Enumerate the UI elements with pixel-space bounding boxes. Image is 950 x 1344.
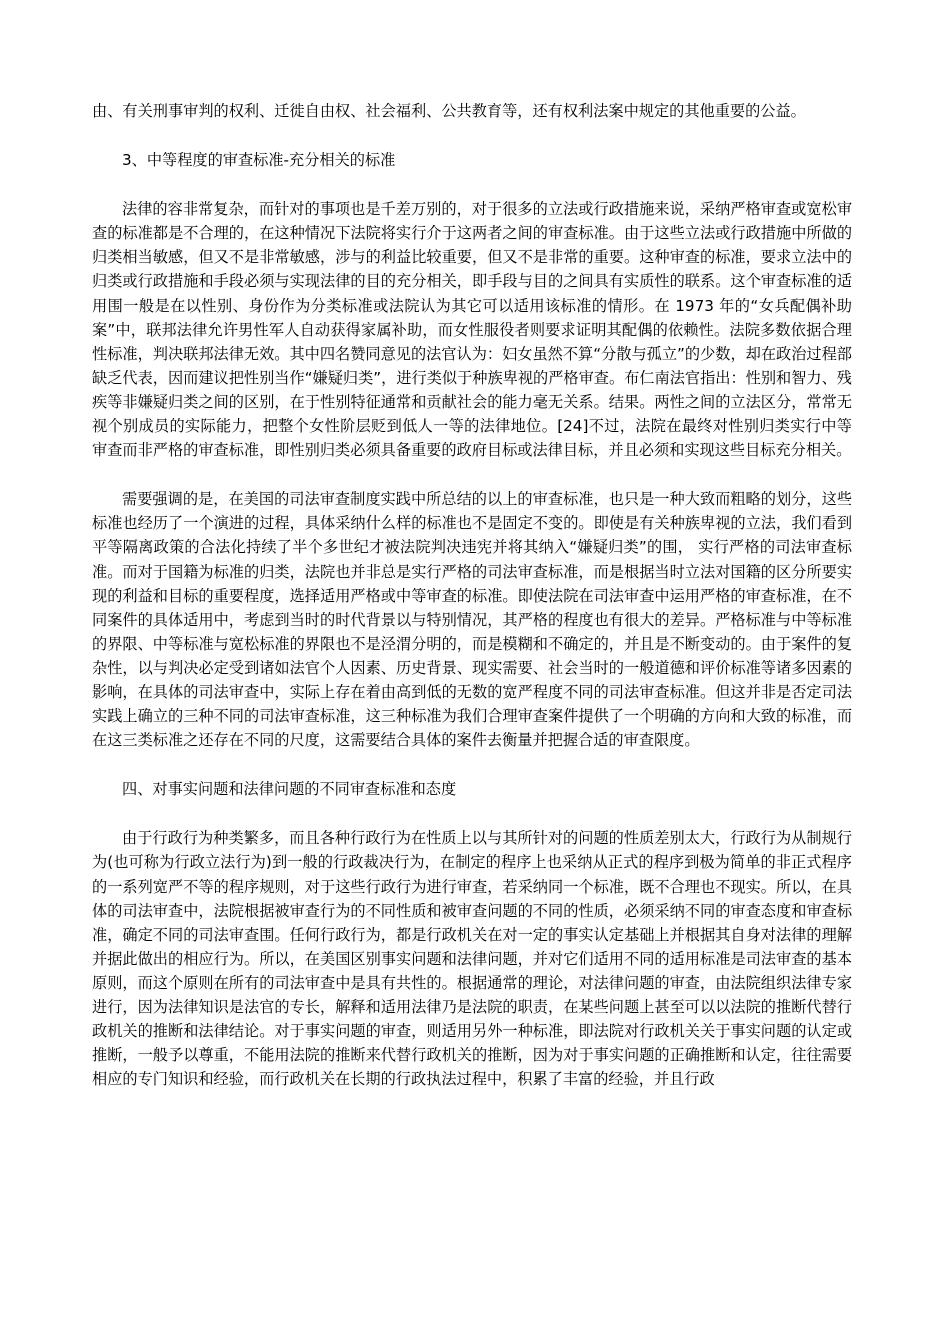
paragraph-continuation: 由、有关刑事审判的权利、迁徙自由权、社会福利、公共教育等，还有权利法案中规定的其他重要的公益。: [92, 102, 806, 120]
paragraph-fact-and-law: 由于行政行为种类繁多，而且各种行政行为在性质上以与其所针对的问题的性质差别太大，行政行为从制规行为(也可称为行政立法行为)到一般的行政裁决行为，在制定的程序上也采纳从正式的程序到极为简单的非正式程序的一系列宽严不等的程序规则，对于这些行政行为进行审查，若采纳同一个标准，既不合理也不现实。所以，在具体的司法审查中，法院根据被审查行为的不同性质和被审查问题的不同的性质，必须采纳不同的审查态度和审查标准，确定不同的司法审查围。任何行政行为，都是行政机关在对一定的事实认定基础上并根据其自身对法律的理解并据此做出的相应行为。所以，在美国区别事实问题和法律问题，并对它们适用不同的适用标准是司法审查的基本原则，而这个原则在所有的司法审查中是具有共性的。根据通常的理论，对法律问题的审查，由法院组织法律专家进行，因为法律知识是法官的专长，解释和适用法律乃是法院的职责，在某些问题上甚至可以以法院的推断代替行政机关的推断和法律结论。对于事实问题的审查，则适用另外一种标准，即法院对行政机关关于事实问题的认定或推断，一般予以尊重，不能用法院的推断来代替行政机关的推断，因为对于事实问题的正确推断和认定，往往需要相应的专门知识和经验，而行政机关在长期的行政执法过程中，积累了丰富的经验，并且行政: [92, 829, 852, 1089]
paragraph-standards-emphasis: 需要强调的是，在美国的司法审查制度实践中所总结的以上的审查标准，也只是一种大致而粗略的划分，这些标准也经历了一个演进的过程，具体采纳什么样的标准也不是固定不变的。即使是有关种族卑视的立法，我们看到平等隔离政策的合法化持续了半个多世纪才被法院判决违宪并将其纳入“嫌疑归类”的围， 实行严格的司法审查标准。而对于国籍为标准的归类，法院也并非总是实行严格的司法审查标准，而是根据当时立法对国籍的区分所要实现的利益和目标的重要程度，选择适用严格或中等审查的标准。即使法院在司法审查中运用严格的审查标准，在不同案件的具体适用中，考虑到当时的时代背景以与特别情况，其严格的程度也有很大的差异。严格标准与中等标准的界限、中等标准与宽松标准的界限也不是泾渭分明的，而是模糊和不确定的，并且是不断变动的。由于案件的复杂性，以与判决必定受到诸如法官个人因素、历史背景、现实需要、社会当时的一般道德和评价标准等诸多因素的影响，在具体的司法审查中，实际上存在着由高到低的无数的宽严程度不同的司法审查标准。但这并非是否定司法实践上确立的三种不同的司法审查标准，这三种标准为我们合理审查案件提供了一个明确的方向和大致的标准，而在这三类标准之还存在不同的尺度，这需要结合具体的案件去衡量并把握合适的审查限度。: [92, 490, 852, 750]
paragraph-intermediate-standard: 法律的容非常复杂，而针对的事项也是千差万别的，对于很多的立法或行政措施来说，采纳严格审查或宽松审查的标准都是不合理的，在这种情况下法院将实行介于这两者之间的审查标准。由于这些立法或行政措施中所做的归类相当敏感，但又不是非常敏感，涉与的利益比较重要，但又不是非常的重要。这种审查的标准，要求立法中的归类或行政措施和手段必须与实现法律的目的充分相关，即手段与目的之间具有实质性的联系。这个审查标准的适用围一般是在以性别、身份作为分类标准或法院认为其它可以适用该标准的情形。在 1973 年的“女兵配偶补助案”中，联邦法律允许男性军人自动获得家属补助，而女性服役者则要求证明其配偶的依赖性。法院多数依据合理性标准，判决联邦法律无效。其中四名赞同意见的法官认为：妇女虽然不算“分散与孤立”的少数，却在政治过程部缺乏代表，因而建议把性别当作“嫌疑归类”，进行类似于种族卑视的严格审查。布仁南法官指出：性别和智力、残疾等非嫌疑归类之间的区别，在于性别特征通常和贡献社会的能力毫无关系。结果。两性之间的立法区分，常常无视个别成员的实际能力，把整个女性阶层贬到低人一等的法律地位。[24]不过，法院在最终对性别归类实行中等审查而非严格的审查标准，即性别归类必须具备重要的政府目标或法律目标，并且必须和实现这些目标充分相关。: [92, 200, 852, 460]
document-body: [92, 99, 852, 1091]
section-heading-intermediate-standard: 3、中等程度的审查标准-充分相关的标准: [122, 151, 396, 170]
section-heading-fact-and-law: 四、对事实问题和法律问题的不同审查标准和态度: [122, 780, 457, 799]
